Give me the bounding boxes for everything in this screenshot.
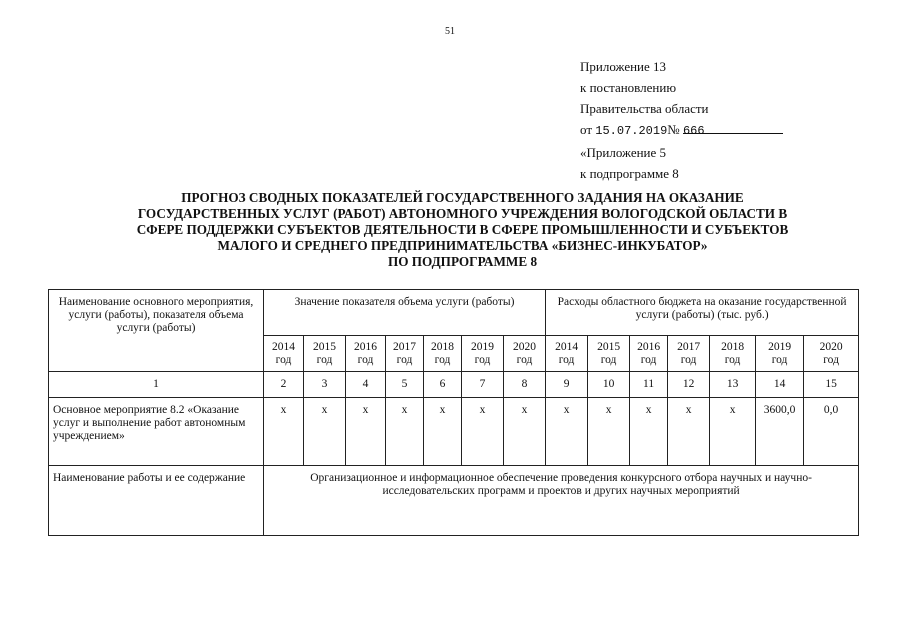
year-cell: 2018 год (424, 336, 462, 372)
value-cell: 0,0 (804, 398, 859, 466)
col-number-cell: 2 (264, 372, 304, 398)
value-cell: x (546, 398, 588, 466)
appendix-line: Правительства области (580, 101, 709, 116)
title-line: ПО ПОДПРОГРАММЕ 8 (387, 254, 538, 269)
appendix-line: к подпрограмме 8 (580, 166, 679, 181)
work-row (49, 466, 859, 536)
value-cell: x (386, 398, 424, 466)
appendix-date-line (580, 119, 783, 142)
col-number-cell: 15 (804, 372, 859, 398)
value-cell: x (588, 398, 630, 466)
document-title (40, 190, 885, 270)
value-cell: x (264, 398, 304, 466)
col-number-cell: 3 (304, 372, 346, 398)
event-name-cell: Основное мероприятие 8.2 «Оказание услуг и выполнение работ автономным учреждением» (49, 398, 264, 466)
col-number-cell: 5 (386, 372, 424, 398)
year-cell: 2019 год (462, 336, 504, 372)
col-number-cell: 10 (588, 372, 630, 398)
year-cell: 2018 год (710, 336, 756, 372)
title-line: МАЛОГО И СРЕДНЕГО ПРЕДПРИНИМАТЕЛЬСТВА «БИЗНЕС-ИНКУБАТОР» (217, 238, 708, 253)
value-cell: x (504, 398, 546, 466)
header-name-cell: Наименование основного мероприятия, услуги (работы), показателя объема услуги (работы) (49, 290, 264, 372)
col-number-cell: 4 (346, 372, 386, 398)
number-sign: № (667, 122, 680, 137)
event-row (49, 398, 859, 466)
value-cell: x (304, 398, 346, 466)
year-cell: 2017 год (668, 336, 710, 372)
value-cell: 3600,0 (756, 398, 804, 466)
col-number-cell: 7 (462, 372, 504, 398)
year-cell: 2015 год (304, 336, 346, 372)
year-cell: 2019 год (756, 336, 804, 372)
resolution-number: 666 (683, 121, 783, 134)
title-line: СФЕРЕ ПОДДЕРЖКИ СУБЪЕКТОВ ДЕЯТЕЛЬНОСТИ В СФЕРЕ ПРОМЫШЛЕННОСТИ И СУБЪЕКТОВ (136, 222, 789, 237)
col-number-cell: 8 (504, 372, 546, 398)
year-cell: 2020 год (504, 336, 546, 372)
work-description-cell: Организационное и информационное обеспечение проведения конкурсного отбора научных и научно-исследовательских программ и проектов и других научных мероприятий (264, 466, 859, 536)
title-line: ГОСУДАРСТВЕННЫХ УСЛУГ (РАБОТ) АВТОНОМНОГО УЧРЕЖДЕНИЯ ВОЛОГОДСКОЙ ОБЛАСТИ В (137, 206, 788, 221)
page-number: 51 (445, 26, 455, 37)
value-cell: x (462, 398, 504, 466)
year-cell: 2016 год (346, 336, 386, 372)
col-number-cell: 11 (630, 372, 668, 398)
col-number-cell: 13 (710, 372, 756, 398)
indicators-table (48, 289, 859, 536)
work-label-cell: Наименование работы и ее содержание (49, 466, 264, 536)
appendix-line: к постановлению (580, 80, 677, 95)
col-number-cell: 12 (668, 372, 710, 398)
value-cell: x (668, 398, 710, 466)
year-cell: 2017 год (386, 336, 424, 372)
col-number-cell: 1 (49, 372, 264, 398)
appendix-block (580, 56, 783, 184)
year-cell: 2015 год (588, 336, 630, 372)
year-cell: 2014 год (546, 336, 588, 372)
col-number-cell: 9 (546, 372, 588, 398)
value-cell: x (424, 398, 462, 466)
col-number-cell: 6 (424, 372, 462, 398)
year-cell: 2020 год (804, 336, 859, 372)
resolution-date: 15.07.2019 (595, 124, 668, 138)
appendix-line: Приложение 13 (580, 59, 667, 74)
title-line: ПРОГНОЗ СВОДНЫХ ПОКАЗАТЕЛЕЙ ГОСУДАРСТВЕННОГО ЗАДАНИЯ НА ОКАЗАНИЕ (181, 190, 744, 205)
header-volume-cell: Значение показателя объема услуги (работы) (264, 290, 546, 336)
value-cell: x (630, 398, 668, 466)
year-cell: 2016 год (630, 336, 668, 372)
value-cell: x (710, 398, 756, 466)
year-cell: 2014 год (264, 336, 304, 372)
appendix-line: «Приложение 5 (580, 145, 667, 160)
column-numbers-row (49, 372, 859, 398)
col-number-cell: 14 (756, 372, 804, 398)
value-cell: x (346, 398, 386, 466)
from-label: от (580, 122, 593, 137)
header-expenses-cell: Расходы областного бюджета на оказание государственной услуги (работы) (тыс. руб.) (546, 290, 859, 336)
